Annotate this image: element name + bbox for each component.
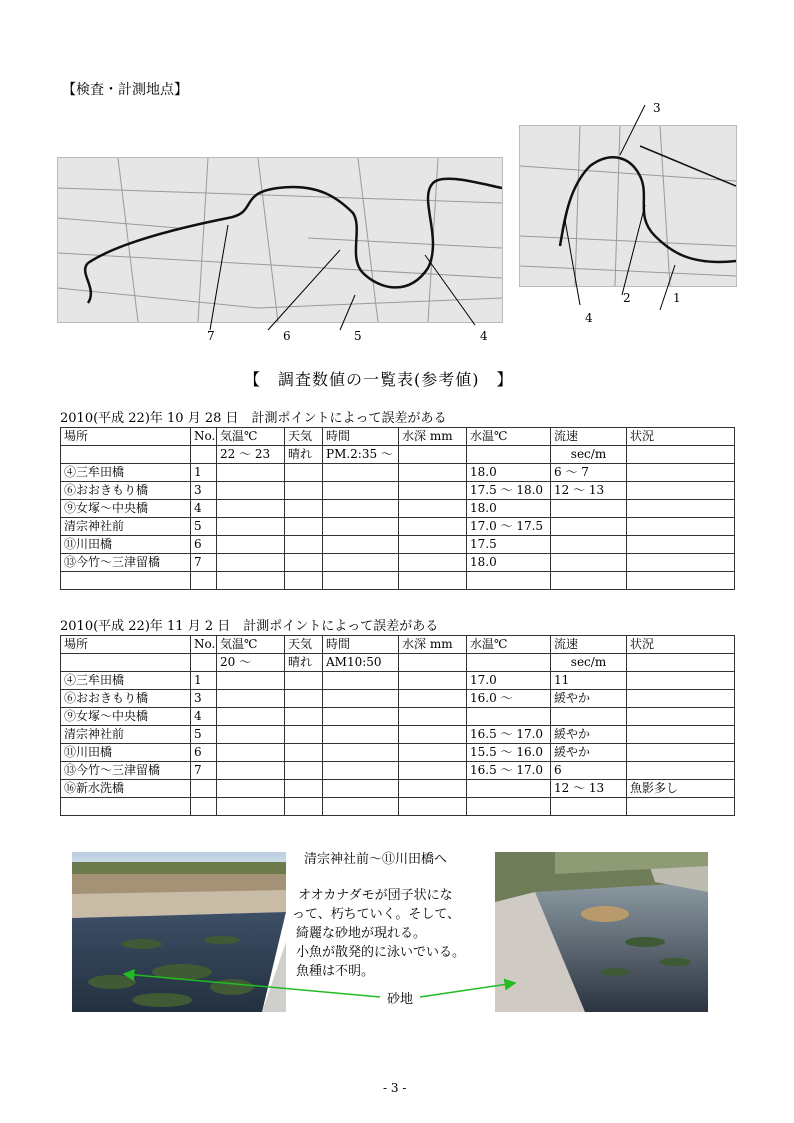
cell: 17.0 〜 17.5 — [467, 518, 551, 536]
cell — [399, 446, 467, 464]
cell — [285, 554, 323, 572]
cell: 6 〜 7 — [551, 464, 627, 482]
cell — [217, 464, 285, 482]
cell: 魚影多し — [627, 780, 735, 798]
cell — [467, 654, 551, 672]
header-cell: 水温℃ — [467, 636, 551, 654]
cell — [467, 572, 551, 590]
cell: 1 — [191, 464, 217, 482]
header-cell: No. — [191, 428, 217, 446]
cell — [285, 672, 323, 690]
cell — [323, 744, 399, 762]
cell: 12 〜 13 — [551, 780, 627, 798]
cell — [399, 798, 467, 816]
cell — [323, 672, 399, 690]
table-row — [61, 780, 735, 798]
cell — [467, 446, 551, 464]
cell — [217, 726, 285, 744]
cell — [285, 572, 323, 590]
cell — [399, 654, 467, 672]
map-left-arrows — [190, 215, 490, 335]
cell: ⑥おおきもり橋 — [61, 482, 191, 500]
cell — [323, 518, 399, 536]
cell — [323, 690, 399, 708]
cell: 3 — [191, 690, 217, 708]
header-cell: 流速 — [551, 428, 627, 446]
cell — [399, 536, 467, 554]
cell — [323, 726, 399, 744]
map-left-callout-5: 5 — [354, 329, 362, 343]
cell: 5 — [191, 726, 217, 744]
cell — [627, 446, 735, 464]
cell — [399, 464, 467, 482]
cell — [217, 518, 285, 536]
cell — [191, 798, 217, 816]
cell — [399, 572, 467, 590]
cell — [627, 690, 735, 708]
cell — [323, 708, 399, 726]
cell: 16.5 〜 17.0 — [467, 762, 551, 780]
cell — [285, 690, 323, 708]
photo-note-line-3: 綺麗な砂地が現れる。 — [296, 926, 427, 941]
table-row — [61, 654, 735, 672]
cell — [467, 780, 551, 798]
cell — [285, 744, 323, 762]
cell — [399, 744, 467, 762]
cell — [217, 762, 285, 780]
cell: 17.5 — [467, 536, 551, 554]
cell — [217, 554, 285, 572]
cell: 16.0 〜 — [467, 690, 551, 708]
cell — [323, 464, 399, 482]
table-row — [61, 518, 735, 536]
cell — [61, 798, 191, 816]
table-row — [61, 672, 735, 690]
cell: 晴れ — [285, 446, 323, 464]
cell — [323, 780, 399, 798]
cell: ⑬今竹〜三津留橋 — [61, 762, 191, 780]
cell — [467, 708, 551, 726]
cell: ⑯新水洗橋 — [61, 780, 191, 798]
cell — [217, 672, 285, 690]
cell — [323, 536, 399, 554]
cell: ⑪川田橋 — [61, 536, 191, 554]
photo-note-line-1: オオカナダモが団子状にな — [298, 888, 453, 903]
cell — [627, 672, 735, 690]
cell — [285, 482, 323, 500]
cell — [217, 572, 285, 590]
cell: PM.2:35 〜 — [323, 446, 399, 464]
header-cell: 天気 — [285, 428, 323, 446]
cell — [191, 654, 217, 672]
header-cell: 場所 — [61, 428, 191, 446]
table-row — [61, 798, 735, 816]
cell: 7 — [191, 554, 217, 572]
cell — [627, 464, 735, 482]
cell — [399, 726, 467, 744]
cell — [399, 554, 467, 572]
table-row — [61, 572, 735, 590]
cell — [399, 708, 467, 726]
cell: 清宗神社前 — [61, 518, 191, 536]
cell: 緩やか — [551, 744, 627, 762]
map-left-callout-6: 6 — [283, 329, 291, 343]
cell: ⑨女塚〜中央橋 — [61, 500, 191, 518]
cell — [627, 518, 735, 536]
header-cell: 状況 — [627, 428, 735, 446]
cell — [551, 500, 627, 518]
cell — [217, 798, 285, 816]
cell: 18.0 — [467, 464, 551, 482]
cell: 11 — [551, 672, 627, 690]
cell: 6 — [551, 762, 627, 780]
header-cell: 水深 mm — [399, 428, 467, 446]
cell: 3 — [191, 482, 217, 500]
cell — [323, 572, 399, 590]
cell — [285, 536, 323, 554]
cell — [285, 464, 323, 482]
survey-2-caption: 2010(平成 22)年 11 月 2 日 計測ポイントによって誤差がある — [60, 619, 439, 634]
photo-note-line-4: 小魚が散発的に泳いでいる。 — [296, 945, 466, 960]
cell: 17.5 〜 18.0 — [467, 482, 551, 500]
cell — [191, 446, 217, 464]
table-row — [61, 762, 735, 780]
cell — [627, 744, 735, 762]
map-right-callout-3: 3 — [653, 101, 661, 115]
cell — [61, 572, 191, 590]
cell: ⑪川田橋 — [61, 744, 191, 762]
table-row — [61, 464, 735, 482]
cell — [551, 708, 627, 726]
table-row — [61, 536, 735, 554]
table-row — [61, 500, 735, 518]
table-row — [61, 482, 735, 500]
table-row — [61, 744, 735, 762]
cell: 22 〜 23 — [217, 446, 285, 464]
cell — [399, 482, 467, 500]
header-cell: 水温℃ — [467, 428, 551, 446]
survey-1-caption: 2010(平成 22)年 10 月 28 日 計測ポイントによって誤差がある — [60, 411, 447, 426]
cell: 20 〜 — [217, 654, 285, 672]
cell — [323, 500, 399, 518]
photo-note-line-5: 魚種は不明。 — [296, 964, 375, 979]
cell: 15.5 〜 16.0 — [467, 744, 551, 762]
table-header-row — [61, 636, 735, 654]
cell — [399, 762, 467, 780]
cell — [285, 762, 323, 780]
table-row — [61, 726, 735, 744]
cell: ⑬今竹〜三津留橋 — [61, 554, 191, 572]
map-right-callout-1: 1 — [673, 291, 681, 305]
cell — [323, 798, 399, 816]
survey-2-table — [60, 635, 735, 816]
cell: 7 — [191, 762, 217, 780]
cell: sec/m — [551, 654, 627, 672]
cell — [285, 708, 323, 726]
cell — [627, 726, 735, 744]
cell — [627, 798, 735, 816]
cell — [285, 500, 323, 518]
cell: sec/m — [551, 446, 627, 464]
document-title: 【 調査数値の一覧表(参考値) 】 — [244, 370, 514, 389]
table-row — [61, 446, 735, 464]
cell — [627, 482, 735, 500]
cell: ⑥おおきもり橋 — [61, 690, 191, 708]
cell — [217, 708, 285, 726]
cell: 緩やか — [551, 690, 627, 708]
header-cell: 天気 — [285, 636, 323, 654]
cell: 4 — [191, 500, 217, 518]
map-left-callout-7: 7 — [207, 329, 215, 343]
cell: 晴れ — [285, 654, 323, 672]
sand-arrows — [110, 955, 530, 1015]
cell: 1 — [191, 672, 217, 690]
survey-1-table — [60, 427, 735, 590]
cell — [399, 518, 467, 536]
cell: ④三牟田橋 — [61, 672, 191, 690]
cell — [399, 500, 467, 518]
table-header-row — [61, 428, 735, 446]
sand-label: 砂地 — [387, 992, 414, 1007]
header-cell: 気温℃ — [217, 636, 285, 654]
cell: 4 — [191, 708, 217, 726]
cell: 18.0 — [467, 554, 551, 572]
cell: 6 — [191, 744, 217, 762]
cell — [323, 482, 399, 500]
map-left-callout-4: 4 — [480, 329, 488, 343]
cell — [551, 536, 627, 554]
cell — [551, 798, 627, 816]
cell — [551, 572, 627, 590]
cell — [217, 536, 285, 554]
cell — [627, 708, 735, 726]
header-cell: 水深 mm — [399, 636, 467, 654]
map-right-callout-2: 2 — [623, 291, 631, 305]
cell — [217, 744, 285, 762]
cell — [627, 572, 735, 590]
cell — [627, 654, 735, 672]
cell — [217, 780, 285, 798]
cell — [627, 536, 735, 554]
cell — [61, 654, 191, 672]
cell: 18.0 — [467, 500, 551, 518]
cell — [323, 762, 399, 780]
cell — [627, 762, 735, 780]
cell — [217, 482, 285, 500]
cell — [285, 780, 323, 798]
cell: 5 — [191, 518, 217, 536]
cell — [191, 572, 217, 590]
cell — [217, 500, 285, 518]
cell: ⑨女塚〜中央橋 — [61, 708, 191, 726]
cell — [191, 780, 217, 798]
header-cell: 時間 — [323, 636, 399, 654]
cell — [627, 554, 735, 572]
header-cell: 時間 — [323, 428, 399, 446]
cell — [551, 554, 627, 572]
header-cell: 流速 — [551, 636, 627, 654]
cell: 12 〜 13 — [551, 482, 627, 500]
section-heading: 【検査・計測地点】 — [62, 82, 188, 98]
map-right-arrows — [560, 100, 720, 320]
cell — [285, 518, 323, 536]
table-row — [61, 690, 735, 708]
cell — [285, 798, 323, 816]
cell — [217, 690, 285, 708]
table-row — [61, 708, 735, 726]
cell — [61, 446, 191, 464]
cell: 16.5 〜 17.0 — [467, 726, 551, 744]
photo-note-title: 清宗神社前〜⑪川田橋へ — [304, 852, 448, 867]
cell — [551, 518, 627, 536]
cell: 17.0 — [467, 672, 551, 690]
page-number: - 3 - — [383, 1081, 407, 1095]
map-right-callout-4: 4 — [585, 311, 593, 325]
cell — [399, 690, 467, 708]
cell — [399, 780, 467, 798]
cell: 緩やか — [551, 726, 627, 744]
header-cell: 状況 — [627, 636, 735, 654]
header-cell: 気温℃ — [217, 428, 285, 446]
cell — [399, 672, 467, 690]
cell — [627, 500, 735, 518]
header-cell: No. — [191, 636, 217, 654]
cell — [467, 798, 551, 816]
cell: 清宗神社前 — [61, 726, 191, 744]
table-row — [61, 554, 735, 572]
cell: 6 — [191, 536, 217, 554]
cell — [323, 554, 399, 572]
cell — [285, 726, 323, 744]
cell: AM10:50 — [323, 654, 399, 672]
photo-note-line-2: って、朽ちていく。そして、 — [292, 907, 461, 922]
header-cell: 場所 — [61, 636, 191, 654]
cell: ④三牟田橋 — [61, 464, 191, 482]
